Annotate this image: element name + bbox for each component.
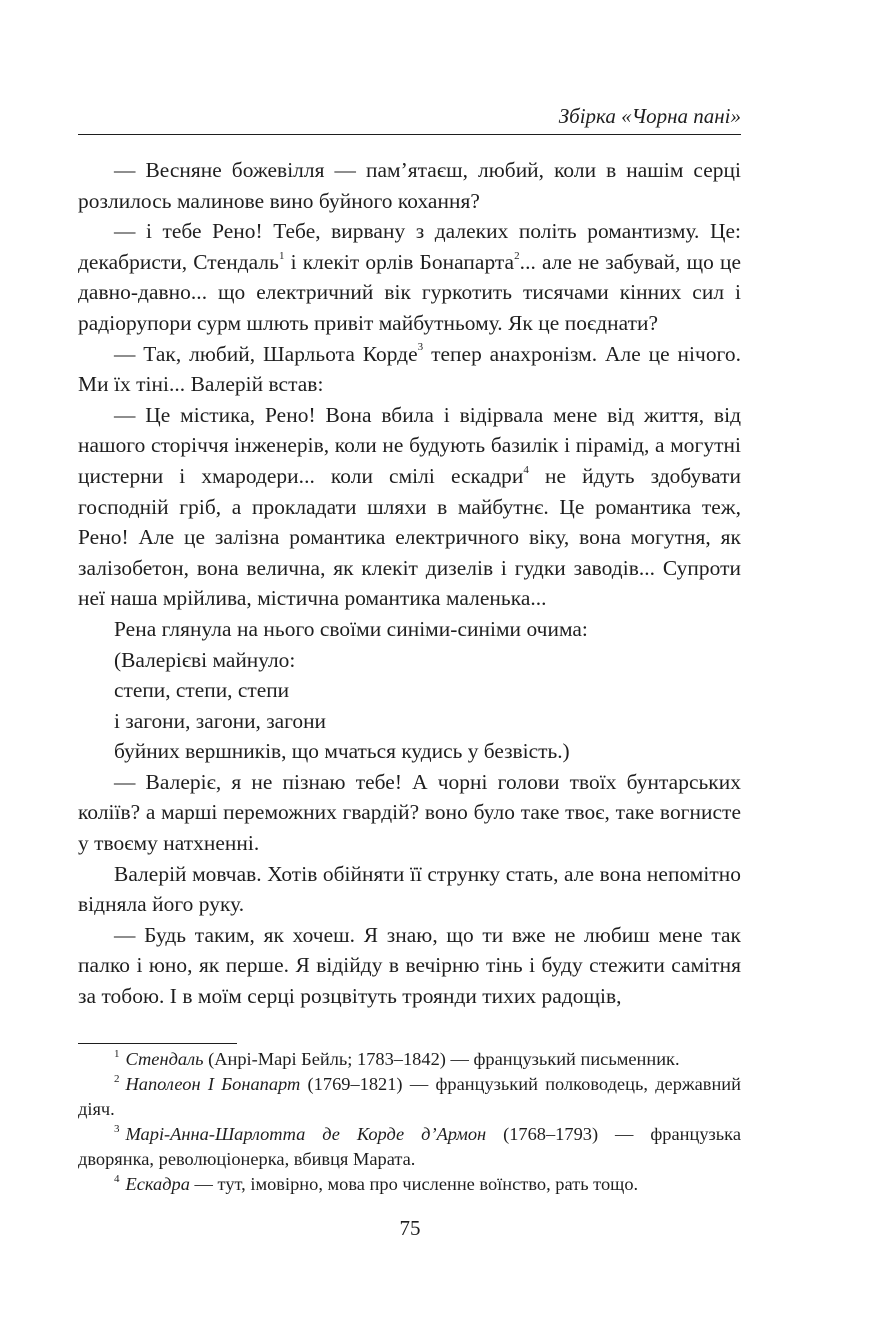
paragraph-7: Валерій мовчав. Хотів обійняти її струнку стать, але вона непомітно відняла його руку.: [78, 861, 741, 917]
paragraph-4-part-a: — Це містика, Рено! Вона вбила і відірвала мене від життя, від нашого сторіччя інженерів, коли не будують базилік і пірамід, а могутні цистерни і хмародери... коли смілі ескадри: [78, 402, 741, 488]
footnote-term: Ескадра: [125, 1174, 190, 1194]
footnote-text: (Анрі-Марі Бейль; 1783–1842) — французький письменник.: [203, 1049, 680, 1069]
verse-line-3: і загони, загони, загони: [114, 708, 327, 733]
footnote-term: Марі-Анна-Шарлотта де Корде д’Армон: [125, 1124, 487, 1144]
footnotes: [78, 1047, 741, 1197]
footnote-number: 4: [114, 1172, 120, 1185]
verse-line-4: буйних вершників, що мчаться кудись у безвість.): [114, 739, 570, 764]
footnote-2: [78, 1072, 741, 1122]
footnote-ref-1[interactable]: 1: [278, 249, 285, 262]
paragraph-3-part-b: тепер анахронізм. Але це нічого. Ми їх тіні... Валерій встав:: [78, 341, 741, 397]
paragraph-2-part-a: — і тебе Рено! Тебе, вирвану з далеких політь романтизму. Це: декабристи, Стендаль: [78, 219, 741, 274]
footnote-term: Стендаль: [125, 1049, 204, 1069]
footnote-ref-3[interactable]: 3: [417, 341, 424, 354]
paragraph-8: — Будь таким, як хочеш. Я знаю, що ти вже не любиш мене так палко і юно, як перше. Я відійду в вечірню тінь і буду стежити самітня за тобою. І в моїм серці розцвітуть троянди тихих радощів,: [78, 922, 741, 1009]
footnote-number: 3: [114, 1122, 120, 1135]
page-number: 75: [399, 1216, 421, 1240]
footnote-number: 1: [114, 1047, 120, 1060]
footnote-ref-4[interactable]: 4: [523, 463, 529, 476]
header-rule: [78, 134, 741, 135]
running-title: Збірка «Чорна пані»: [558, 104, 741, 128]
paragraph-4: [78, 400, 741, 614]
footnote-text: (1768–1793) — французька дворянка, революціонерка, вбивця Марата.: [78, 1124, 741, 1169]
paragraph-4-part-b: не йдуть здобувати господній гріб, а прокладати шляхи в майбутнє. Це романтика теж, Рено! Але це залізна романтика електричного віку, вона могутня, як залізобетон, вона велична, як клекіт дизелів і гудки заводів... Супроти неї наша мрійлива, містична романтика маленька...: [78, 463, 741, 611]
verse-line-1: (Валерієві майнуло:: [114, 647, 296, 672]
main-text: [78, 155, 741, 1012]
footnote-4: [78, 1172, 741, 1197]
paragraph-2: [78, 216, 741, 338]
footnote-number: 2: [114, 1072, 120, 1085]
paragraph-3: [78, 339, 741, 400]
verse-line-2: степи, степи, степи: [114, 678, 290, 703]
paragraph-5: Рена глянула на нього своїми синіми-синіми очима:: [114, 616, 588, 641]
paragraph-2-part-c: ... але не забувай, що це давно-давно... що електричний вік гуркотить тисячами кінних сил і радіорупори сурм шлють привіт майбутньому. Як це поєднати?: [78, 249, 741, 335]
paragraph-6: — Валеріє, я не пізнаю тебе! А чорні голови твоїх бунтарських коліїв? а марші переможних гвардій? воно було таке твоє, таке вогнисте у твоєму натхненні.: [78, 769, 741, 856]
footnote-text: — тут, імовірно, мова про численне воїнство, рать тощо.: [189, 1174, 639, 1194]
footnote-ref-2[interactable]: 2: [514, 249, 520, 262]
paragraph-3-part-a: — Так, любий, Шарльота Корде: [114, 341, 418, 366]
footnote-3: [78, 1122, 741, 1172]
paragraph-1: — Весняне божевілля — пам’ятаєш, любий, коли в нашім серці розлилось малинове вино буйного кохання?: [78, 158, 741, 213]
footnote-text: (1769–1821) — французький полководець, державний діяч.: [78, 1074, 741, 1119]
paragraph-2-part-b: і клекіт орлів Бонапарта: [284, 249, 515, 274]
footnote-1: [78, 1047, 741, 1072]
footnote-separator: [78, 1043, 237, 1044]
footnote-term: Наполеон І Бонапарт: [125, 1074, 301, 1094]
